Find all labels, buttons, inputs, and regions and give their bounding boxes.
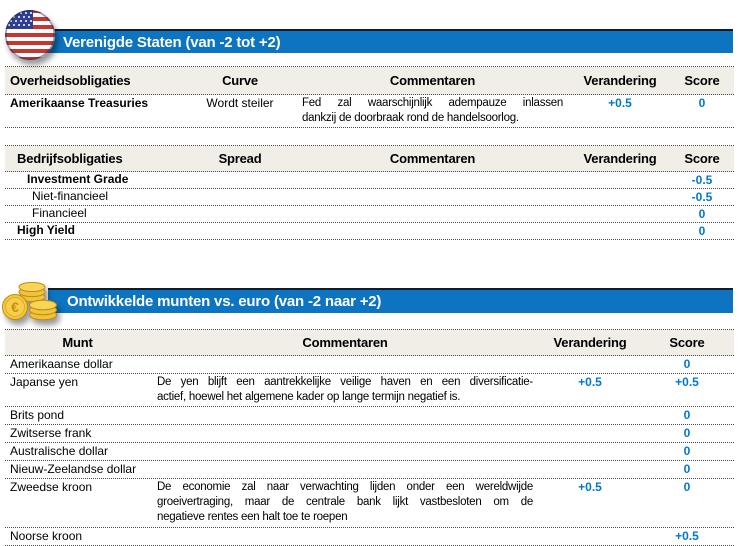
table-row bbox=[5, 461, 734, 479]
change-value: +0.5 bbox=[578, 480, 602, 495]
comment-line: Fed zal waarschijnlijk adempauze inlassen bbox=[302, 97, 563, 109]
euro-coins-icon bbox=[1, 277, 63, 323]
curve-cell: Wordt steiler bbox=[206, 96, 274, 110]
comment-line: groeivertraging, maar de centrale bank lijkt vastbesloten om de bbox=[157, 496, 533, 509]
table-row bbox=[5, 374, 734, 407]
us-section-title: Verenigde Staten (van -2 tot +2) bbox=[63, 33, 281, 51]
row-label: Niet-financieel bbox=[32, 189, 109, 203]
us-flag-icon bbox=[4, 9, 56, 61]
score-value: 0 bbox=[683, 444, 691, 459]
comment-cell bbox=[150, 375, 540, 404]
col-header-verandering: Verandering bbox=[583, 151, 657, 166]
row-label: Brits pond bbox=[10, 408, 65, 423]
score-value: 0 bbox=[698, 96, 706, 110]
currencies-header-row bbox=[5, 330, 734, 356]
col-header-score: Score bbox=[669, 335, 705, 350]
change-value: +0.5 bbox=[608, 96, 632, 110]
comment-line: dankzij de doorbraak rond de handelsoorlog. bbox=[302, 111, 519, 124]
col-header-curve: Curve bbox=[222, 73, 258, 88]
col-header-score: Score bbox=[684, 151, 720, 166]
col-header-commentaren: Commentaren bbox=[389, 151, 476, 166]
score-value: 0 bbox=[683, 408, 691, 423]
col-header-commentaren: Commentaren bbox=[389, 73, 476, 88]
comment-cell bbox=[150, 480, 540, 524]
col-header-score: Score bbox=[684, 73, 720, 88]
row-label: Zwitserse frank bbox=[10, 426, 92, 441]
score-value: +0.5 bbox=[675, 528, 699, 543]
corporate-bonds-table bbox=[5, 145, 734, 240]
row-label: Amerikaanse Treasuries bbox=[10, 96, 149, 110]
row-label: Noorse kroon bbox=[10, 528, 83, 543]
government-bonds-header-row bbox=[5, 67, 734, 95]
row-label: High Yield bbox=[17, 223, 76, 237]
row-label: Amerikaanse dollar bbox=[10, 357, 113, 371]
score-value: 0 bbox=[698, 224, 706, 238]
table-row bbox=[5, 479, 734, 527]
table-row bbox=[5, 206, 734, 223]
table-row bbox=[5, 189, 734, 206]
table-row bbox=[5, 172, 734, 189]
score-value: 0 bbox=[683, 357, 691, 371]
table-row bbox=[5, 425, 734, 443]
corporate-bonds-header-row bbox=[5, 146, 734, 172]
row-label: Australische dollar bbox=[10, 444, 109, 459]
col-header-verandering: Verandering bbox=[583, 73, 657, 88]
col-header-bedrijfsobligaties: Bedrijfsobligaties bbox=[17, 150, 123, 166]
col-header-spread: Spread bbox=[218, 151, 262, 166]
comment-line: actief, hoewel het algemene kader op lange termijn negatief is. bbox=[157, 390, 461, 403]
comment-line: De yen blijft een aantrekkelijke veilige haven en een diversificatie- bbox=[157, 376, 533, 388]
svg-text:€: € bbox=[11, 299, 19, 315]
fx-section-title: Ontwikkelde munten vs. euro (van -2 naar +2) bbox=[67, 293, 382, 310]
row-label: Japanse yen bbox=[10, 375, 79, 389]
score-value: 0 bbox=[698, 207, 706, 221]
col-header-munt: Munt bbox=[62, 335, 93, 350]
col-header-verandering: Verandering bbox=[553, 335, 627, 350]
government-bonds-table bbox=[5, 66, 734, 128]
row-label: Nieuw-Zeelandse dollar bbox=[10, 462, 137, 477]
row-label: Financieel bbox=[32, 206, 87, 220]
change-value: +0.5 bbox=[578, 375, 602, 389]
currencies-table bbox=[5, 329, 734, 546]
score-value: 0 bbox=[683, 480, 691, 495]
table-row bbox=[5, 95, 734, 128]
comment-line: De economie zal naar verwachting lijden onder een wereldwijde bbox=[157, 481, 533, 494]
table-row bbox=[5, 407, 734, 425]
table-row bbox=[5, 356, 734, 374]
comment-line: negatieve rentes een halt toe te roepen bbox=[157, 510, 348, 523]
score-value: +0.5 bbox=[675, 375, 699, 389]
table-row bbox=[5, 443, 734, 461]
score-value: -0.5 bbox=[691, 173, 713, 187]
score-value: 0 bbox=[683, 426, 691, 441]
table-row bbox=[5, 223, 734, 240]
col-header-overheidsobligaties: Overheidsobligaties bbox=[10, 72, 131, 88]
row-label: Investment Grade bbox=[27, 172, 129, 186]
us-section-bar bbox=[33, 29, 733, 53]
col-header-commentaren: Commentaren bbox=[302, 335, 388, 350]
fx-section-bar bbox=[48, 288, 733, 313]
row-label: Zweedse kroon bbox=[10, 480, 93, 495]
comment-cell bbox=[295, 96, 570, 125]
score-value: 0 bbox=[683, 462, 691, 477]
score-value: -0.5 bbox=[691, 190, 713, 204]
